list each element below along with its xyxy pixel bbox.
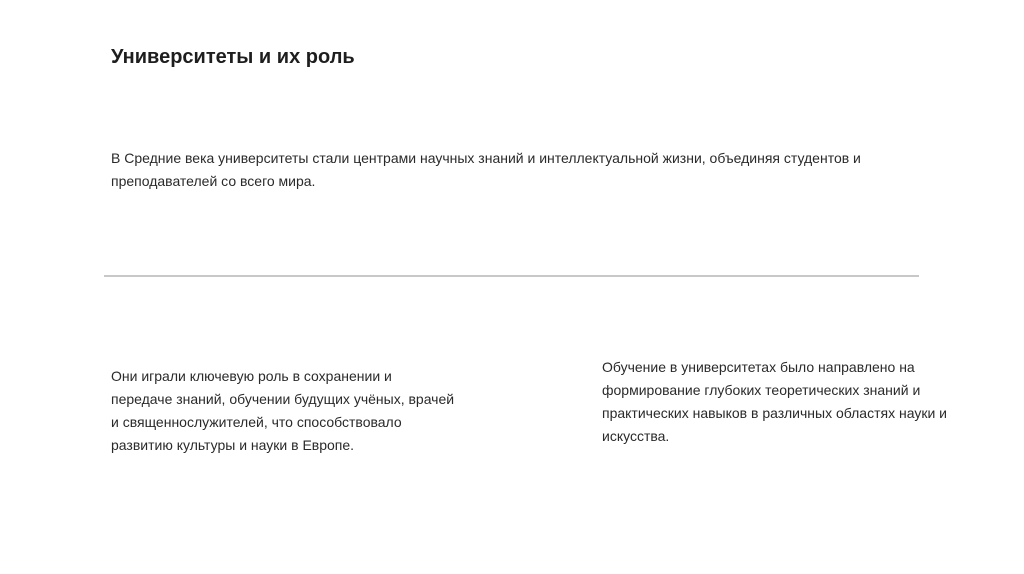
horizontal-divider <box>104 275 919 277</box>
right-column-paragraph: Обучение в университетах было направлено на формирование глубоких теоретических знаний и практических навыков в различных областях науки и искусства. <box>602 359 947 444</box>
intro-paragraph: В Средние века университеты стали центрами научных знаний и интеллектуальной жизни, объединяя студентов и преподавателей со всего мира. <box>111 150 861 189</box>
left-column-paragraph: Они играли ключевую роль в сохранении и передаче знаний, обучении будущих учёных, врачей и священнослужителей, что способствовало развитию культуры и науки в Европе. <box>111 368 455 453</box>
slide-title: Университеты и их роль <box>111 46 355 68</box>
